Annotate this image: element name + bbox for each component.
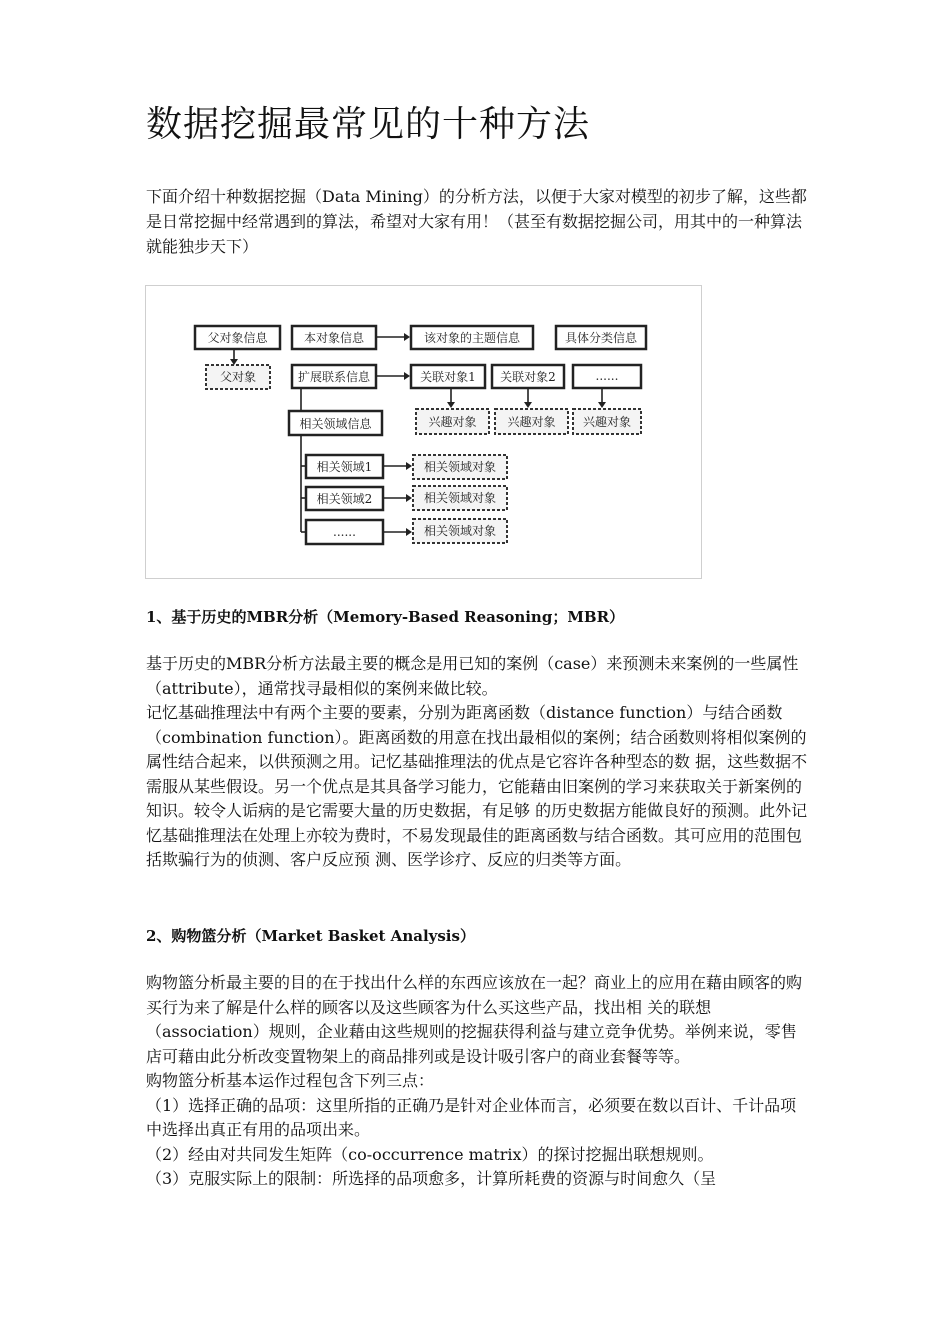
- box-interest-3-label: 兴趣对象: [582, 415, 632, 429]
- box-domain-1: [306, 455, 383, 478]
- box-domain-1-label: 相关领域1: [316, 460, 373, 474]
- object-relation-diagram: [145, 285, 702, 579]
- section-2-step-3: （3）克服实际上的限制：所选择的品项愈多，计算所耗费的资源与时间愈久（呈: [146, 1169, 717, 1188]
- box-related-more: [573, 365, 641, 388]
- box-category-info: [556, 326, 646, 349]
- box-domain-more-label: ......: [333, 525, 356, 539]
- section-1-paragraph-1: 基于历史的MBR分析方法最主要的概念是用已知的案例（case）来预测未来案例的一些属性（attribute），通常找寻最相似的案例来做比较。: [146, 654, 799, 698]
- box-domain-more: [306, 520, 383, 544]
- box-domain-object-3-label: 相关领域对象: [423, 524, 497, 538]
- box-ext-info: [292, 365, 376, 388]
- section-1-body: [146, 652, 810, 873]
- box-related-object-1: [411, 365, 485, 388]
- box-interest-2: [495, 409, 568, 434]
- box-topic-info: [411, 326, 533, 349]
- box-parent-info: [195, 326, 280, 349]
- section-2-paragraph-2: 购物篮分析基本运作过程包含下列三点：: [146, 1071, 435, 1090]
- section-2-body: [146, 971, 810, 1192]
- section-1-paragraph-2: 记忆基础推理法中有两个主要的要素，分别为距离函数（distance function）与结合函数（combination function）。距离函数的用意在找出最相似的案例；结合函数则将相似案例的属性结合起来，以供预测之用。记忆基础推理法的优点是它容许各种型态的数 据，这些数据不需服从某些假设。另一个优点是其具备学习能力，它能藉由旧案例的学习来获取关于新案例的知识。较令人诟病的是它需要大量的历史数据，有足够 的历史数据方能做良好的预测。此外记忆基础推理法在处理上亦较为费时，不易发现最佳的距离函数与结合函数。其可应用的范围包括欺骗行为的侦测、客户反应预 测、医学诊疗、反应的归类等方面。: [146, 703, 808, 869]
- box-related-more-label: ......: [595, 369, 619, 383]
- box-domain-object-1-label: 相关领域对象: [423, 460, 497, 474]
- section-2-step-1: （1）选择正确的品项：这里所指的正确乃是针对企业体而言，必须要在数以百计、千计品项中选择出真正有用的品项出来。: [146, 1095, 797, 1139]
- page-title: 数据挖掘最常见的十种方法: [146, 104, 591, 145]
- section-2-paragraph-1: 购物篮分析最主要的目的在于找出什么样的东西应该放在一起？商业上的应用在藉由顾客的购买行为来了解是什么样的顾客以及这些顾客为什么买这些产品，找出相 关的联想（association）规则，企业藉由这些规则的挖掘获得利益与建立竞争优势。举例来说，零售店可藉由此分析改变置物架上的商品排列或是设计吸引客户的商业套餐等等。: [146, 973, 803, 1066]
- box-domain-2: [306, 487, 383, 510]
- section-1-heading: 1、基于历史的MBR分析（Memory-Based Reasoning；MBR）: [146, 608, 625, 626]
- box-domain-2-label: 相关领域2: [316, 492, 373, 506]
- section-2-heading: 2、购物篮分析（Market Basket Analysis）: [146, 927, 475, 945]
- box-related-object-2-label: 关联对象2: [500, 370, 556, 384]
- box-parent-info-label: 父对象信息: [207, 331, 268, 345]
- box-interest-2-label: 兴趣对象: [507, 415, 556, 429]
- box-ext-info-label: 扩展联系信息: [297, 370, 371, 384]
- box-domain-object-1: [413, 455, 507, 479]
- box-domain-info: [289, 411, 382, 435]
- box-related-object-1-label: 关联对象1: [420, 370, 476, 384]
- box-domain-object-2: [413, 486, 507, 510]
- box-this-info-label: 本对象信息: [303, 331, 365, 345]
- box-interest-3: [573, 409, 641, 434]
- box-interest-1: [416, 409, 489, 434]
- section-2-step-2: （2）经由对共同发生矩阵（co-occurrence matrix）的探讨挖掘出联想规则。: [146, 1144, 714, 1164]
- box-this-info: [292, 326, 376, 349]
- diagram-canvas: [146, 286, 703, 580]
- box-parent-object-label: 父对象: [219, 370, 257, 384]
- box-interest-1-label: 兴趣对象: [428, 415, 477, 429]
- box-parent-object: [206, 365, 270, 389]
- intro-paragraph: 下面介绍十种数据挖掘（Data Mining）的分析方法，以便于大家对模型的初步了解，这些都是日常挖掘中经常遇到的算法，希望对大家有用！（甚至有数据挖掘公司，用其中的一种算法就能独步天下）: [146, 187, 807, 256]
- box-category-info-label: 具体分类信息: [564, 331, 638, 345]
- box-related-object-2: [492, 365, 564, 388]
- box-domain-object-2-label: 相关领域对象: [423, 491, 497, 505]
- box-domain-object-3: [413, 519, 507, 543]
- box-topic-info-label: 该对象的主题信息: [423, 331, 521, 345]
- box-domain-info-label: 相关领域信息: [299, 417, 372, 431]
